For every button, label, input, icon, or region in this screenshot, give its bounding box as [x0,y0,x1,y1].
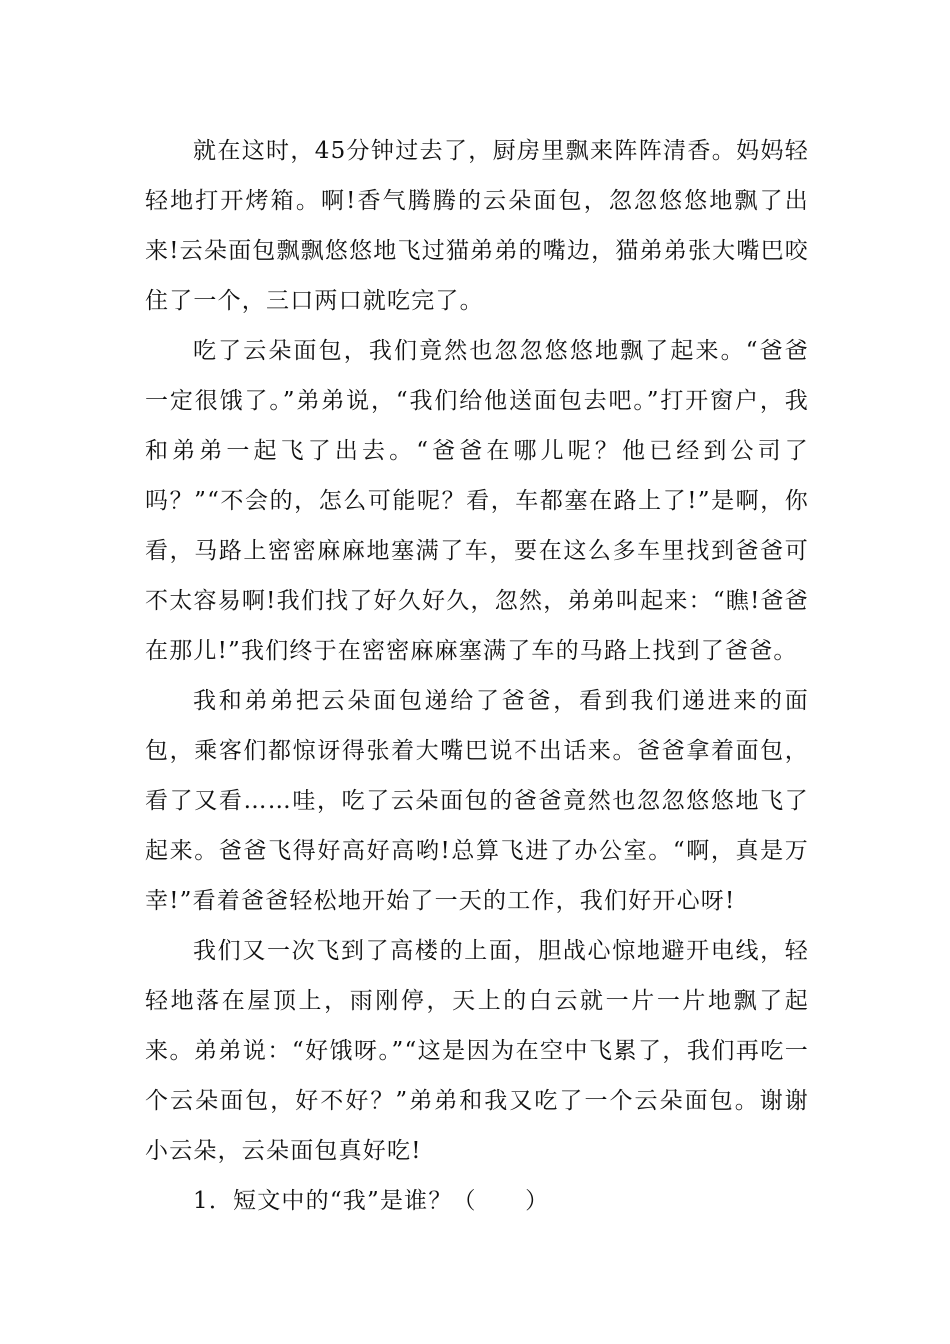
document-body [145,126,809,1226]
paragraph-4: 我们又一次飞到了高楼的上面，胆战心惊地避开电线，轻轻地落在屋顶上，雨刚停，天上的白云就一片一片地飘了起来。弟弟说：“好饿呀。”“这是因为在空中飞累了，我们再吃一个云朵面包，好不好？”弟弟和我又吃了一个云朵面包。谢谢小云朵，云朵面包真好吃! [145,938,809,1164]
question-1: 1．短文中的“我”是谁？（ ） [193,1188,550,1214]
paragraph-2: 吃了云朵面包，我们竟然也忽忽悠悠地飘了起来。“爸爸一定很饿了。”弟弟说，“我们给他送面包去吧。”打开窗户，我和弟弟一起飞了出去。“爸爸在哪儿呢？他已经到公司了吗？”“不会的，怎么可能呢？看，车都塞在路上了!”是啊，你看，马路上密密麻麻地塞满了车，要在这么多车里找到爸爸可不太容易啊!我们找了好久好久，忽然，弟弟叫起来：“瞧!爸爸在那儿!”我们终于在密密麻麻塞满了车的马路上找到了爸爸。 [145,338,809,664]
paragraph-1: 就在这时，45分钟过去了，厨房里飘来阵阵清香。妈妈轻轻地打开烤箱。啊!香气腾腾的云朵面包，忽忽悠悠地飘了出来!云朵面包飘飘悠悠地飞过猫弟弟的嘴边，猫弟弟张大嘴巴咬住了一个，三口两口就吃完了。 [145,138,809,314]
paragraph-3: 我和弟弟把云朵面包递给了爸爸，看到我们递进来的面包，乘客们都惊讶得张着大嘴巴说不出话来。爸爸拿着面包，看了又看……哇，吃了云朵面包的爸爸竟然也忽忽悠悠地飞了起来。爸爸飞得好高好高哟!总算飞进了办公室。“啊，真是万幸!”看着爸爸轻松地开始了一天的工作，我们好开心呀! [145,688,809,914]
